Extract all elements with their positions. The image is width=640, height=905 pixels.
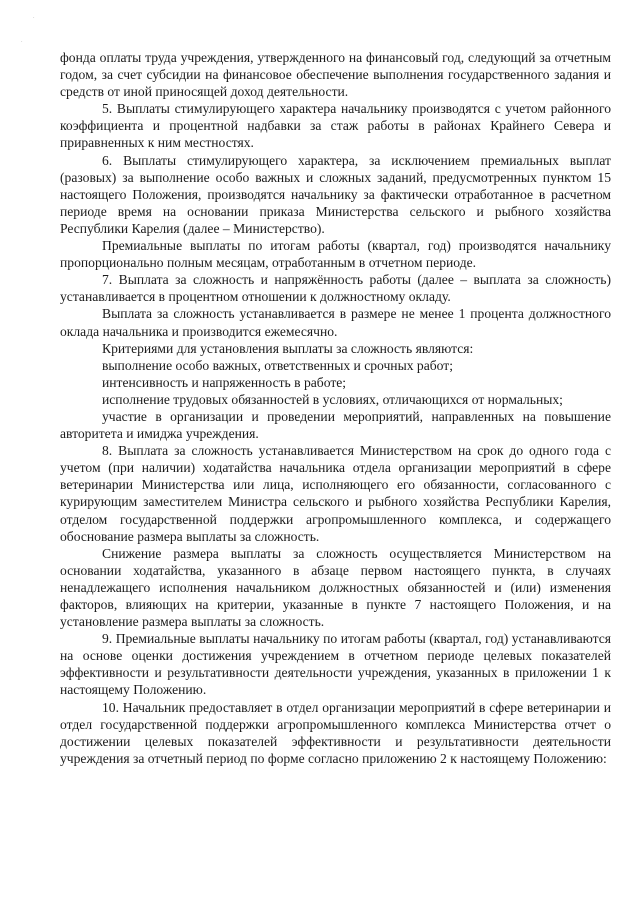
paragraph-criterion-1: выполнение особо важных, ответственных и срочных работ;: [102, 357, 453, 373]
paragraph-item-7: 7. Выплата за сложность и напряжённость работы (далее – выплата за сложность) устанавливается в процентном отношении к должностному окладу.: [60, 272, 611, 305]
paragraph-continuation: фонда оплаты труда учреждения, утвержденного на финансовый год, следующий за отчетным годом, за счет субсидии на финансовое обеспечение выполнения государственного задания и средств от иной приносящей доход деятельности.: [60, 50, 611, 100]
document-body: [60, 49, 611, 767]
paragraph-criteria-heading: Критериями для установления выплаты за сложность являются:: [102, 340, 474, 356]
paragraph-item-9: 9. Премиальные выплаты начальнику по итогам работы (квартал, год) устанавливаются на основе оценки достижения учреждением в отчетном периоде целевых показателей эффективности и результативности деятельности учреждения, указанных в приложении 1 к настоящему Положению.: [60, 631, 611, 698]
scan-mark: ·: [21, 39, 23, 45]
paragraph-item-8: 8. Выплата за сложность устанавливается Министерством на срок до одного года с учетом (при наличии) ходатайства начальника отдела организации мероприятий в сфере ветеринарии Министерства или лица, исполняющего его обязанности, согласованного с курирующим заместителем Министра сельского и рыбного хозяйства Республики Карелия, отделом государственной поддержки агропромышленного комплекса, и содержащего обоснование размера выплаты за сложность.: [60, 443, 611, 544]
paragraph-item-6: 6. Выплаты стимулирующего характера, за исключением премиальных выплат (разовых) за выполнение особо важных и сложных заданий, предусмотренных пунктом 15 настоящего Положения, производятся начальнику за фактически отработанное в расчетном периоде время на основании приказа Министерства сельского и рыбного хозяйства Республики Карелия (далее – Министерство).: [60, 152, 611, 236]
paragraph-criterion-3: исполнение трудовых обязанностей в условиях, отличающихся от нормальных;: [102, 391, 563, 407]
paragraph-complexity-size: Выплата за сложность устанавливается в размере не менее 1 процента должностного оклада начальника и производится ежемесячно.: [60, 306, 611, 339]
paragraph-premium-payments: Премиальные выплаты по итогам работы (квартал, год) производятся начальнику пропорционально полным месяцам, отработанным в отчетном периоде.: [60, 238, 611, 271]
paragraph-reduction: Снижение размера выплаты за сложность осуществляется Министерством на основании ходатайства, указанного в абзаце первом настоящего пункта, в случаях ненадлежащего исполнения начальником должностных обязанностей и (или) изменения факторов, влияющих на критерии, указанные в пункте 7 настоящего Положения, и на установление размера выплаты за сложность.: [60, 545, 611, 630]
paragraph-criterion-2: интенсивность и напряженность в работе;: [102, 374, 347, 390]
paragraph-criterion-4: участие в организации и проведении мероприятий, направленных на повышение авторитета и имиджа учреждения.: [60, 408, 611, 442]
scan-mark: ·: [33, 15, 35, 21]
paragraph-item-10: 10. Начальник предоставляет в отдел организации мероприятий в сфере ветеринарии и отдел государственной поддержки агропромышленного комплекса Министерства отчет о достижении целевых показателей эффективности и результативности деятельности учреждения за отчетный период по форме согласно приложению 2 к настоящему Положению:: [60, 699, 611, 766]
paragraph-item-5: 5. Выплаты стимулирующего характера начальнику производятся с учетом районного коэффициента и процентной надбавки за стаж работы в районах Крайнего Севера и приравненных к ним местностях.: [60, 101, 611, 151]
